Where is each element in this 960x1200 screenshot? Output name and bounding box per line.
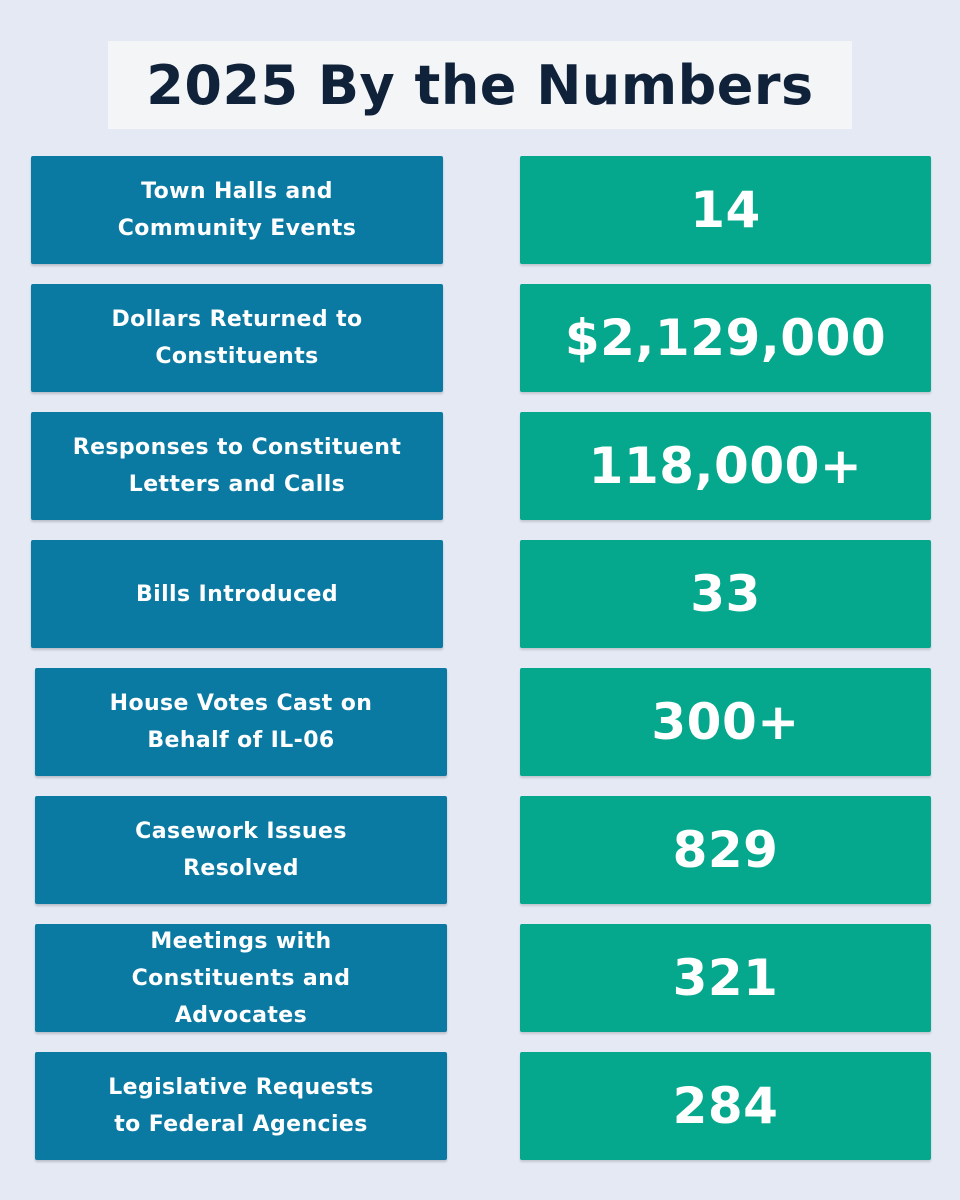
stat-label <box>118 173 356 247</box>
stat-label-line: Constituents <box>155 344 319 369</box>
stat-label <box>111 301 362 375</box>
stat-label-line: Community Events <box>117 216 357 241</box>
stat-value-box <box>520 412 931 520</box>
stat-row-house-votes <box>0 668 960 778</box>
stat-value-box <box>520 924 931 1032</box>
stat-row-dollars-returned <box>0 284 960 394</box>
stat-label-box <box>35 668 447 776</box>
stat-value-box <box>520 1052 931 1160</box>
stat-value: 33 <box>690 565 761 623</box>
stat-label-box <box>31 412 443 520</box>
stat-label-box <box>35 796 447 904</box>
stat-label-box <box>31 540 443 648</box>
stat-label-line: Meetings with <box>150 928 332 954</box>
stat-label <box>108 1069 374 1143</box>
stat-label-line: Town Halls and <box>141 179 333 204</box>
stat-value-box <box>520 284 931 392</box>
stat-label <box>73 429 402 503</box>
stat-label-box <box>31 156 443 264</box>
stat-row-meetings <box>0 924 960 1034</box>
stat-row-town-halls <box>0 156 960 266</box>
stat-label-line: Casework Issues <box>135 819 347 844</box>
stat-value: 118,000+ <box>588 437 863 495</box>
stat-label <box>135 813 347 887</box>
stat-label-line: Constituents and <box>131 965 351 991</box>
stat-label-box <box>31 284 443 392</box>
stat-value: 829 <box>672 821 779 879</box>
stat-value: 300+ <box>651 693 800 751</box>
stat-value-box <box>520 156 931 264</box>
stat-label-line: Letters and Calls <box>128 472 346 497</box>
stat-value: 14 <box>690 181 761 239</box>
stat-label-line: to Federal Agencies <box>114 1112 368 1137</box>
stat-label-line: House Votes Cast on <box>109 691 373 716</box>
stat-label-box <box>35 924 447 1032</box>
stat-label-line: Bills Introduced <box>136 581 338 607</box>
stat-value: 321 <box>672 949 779 1007</box>
stat-label-line: Behalf of IL-06 <box>147 728 335 753</box>
stat-label-line: Legislative Requests <box>108 1075 374 1100</box>
stat-row-casework <box>0 796 960 906</box>
stat-value: $2,129,000 <box>564 309 887 367</box>
stat-label-line: Dollars Returned to <box>111 307 363 332</box>
stat-value-box <box>520 796 931 904</box>
stat-row-responses <box>0 412 960 522</box>
title-banner <box>108 41 852 129</box>
stat-label <box>110 685 373 759</box>
stat-row-legislative-requests <box>0 1052 960 1162</box>
stat-value-box <box>520 540 931 648</box>
stat-label-line: Responses to Constituent <box>72 435 402 460</box>
stat-value-box <box>520 668 931 776</box>
stat-label-line: Advocates <box>174 1002 308 1028</box>
stat-label-box <box>35 1052 447 1160</box>
stat-label <box>136 576 338 613</box>
stat-label-line: Resolved <box>183 856 299 881</box>
stat-label <box>132 923 351 1034</box>
page-title: 2025 By the Numbers <box>146 53 814 117</box>
stat-value: 284 <box>672 1077 779 1135</box>
stat-row-bills-introduced <box>0 540 960 650</box>
